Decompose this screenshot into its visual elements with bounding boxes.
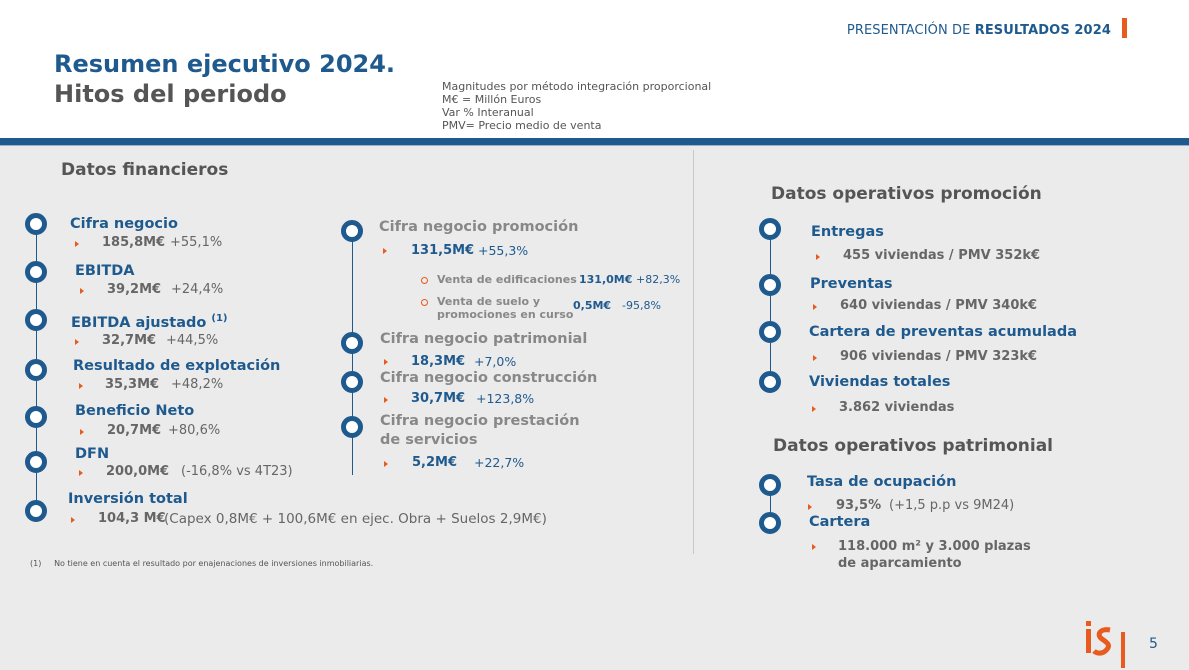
timeline-dot (341, 416, 363, 438)
subitem-value: 0,5M€ (573, 299, 612, 312)
timeline-dot (341, 332, 363, 354)
bullet-arrow-icon (383, 248, 387, 254)
bullet-arrow-icon (71, 517, 75, 523)
item-variation: +48,2% (171, 377, 224, 392)
presentation-label: PRESENTACIÓN DE RESULTADOS 2024 (846, 23, 1111, 38)
item-variation: +123,8% (476, 391, 535, 406)
item-label-cartera-preventas: Cartera de preventas acumulada (809, 324, 1078, 340)
item-value: 3.862 viviendas (839, 400, 955, 415)
item-label-ebitda: EBITDA (75, 263, 135, 279)
subitem-variation: +82,3% (636, 273, 681, 286)
page-number: 5 (1149, 636, 1158, 652)
bullet-arrow-icon (812, 406, 816, 412)
sub-bullet-circle-icon (421, 277, 428, 284)
item-value: 118.000 m² y 3.000 plazas de aparcamiento (838, 539, 1031, 571)
item-value: 18,3M€ (411, 354, 466, 369)
timeline-dot (25, 359, 47, 381)
item-label-dfn: DFN (75, 446, 110, 462)
timeline-dot (759, 274, 781, 296)
timeline-dot (759, 321, 781, 343)
bullet-arrow-icon (80, 288, 84, 294)
timeline-dot (25, 406, 47, 428)
item-value: 131,5M€ (411, 243, 475, 258)
item-variation: +7,0% (474, 354, 517, 369)
item-value: 35,3M€ (105, 377, 160, 392)
item-value: 39,2M€ (107, 282, 162, 297)
item-label-inversion-total: Inversión total (68, 491, 188, 507)
timeline-dot (759, 512, 781, 534)
item-variation: +55,1% (170, 235, 223, 250)
header-divider-thin (0, 145, 1189, 146)
page-title: Resumen ejecutivo 2024. (54, 50, 396, 78)
page-subtitle: Hitos del periodo (54, 80, 287, 108)
bullet-arrow-icon (75, 241, 79, 247)
subitem-variation: -95,8% (622, 299, 661, 312)
bullet-arrow-icon (816, 254, 820, 260)
bullet-arrow-icon (384, 397, 388, 403)
item-label-cifra-construccion: Cifra negocio construcción (380, 370, 598, 386)
bullet-arrow-icon (808, 504, 812, 510)
item-label-preventas: Preventas (810, 276, 893, 292)
item-value: 93,5% (836, 498, 882, 513)
footnote: (1) No tiene en cuenta el resultado por enajenaciones de inversiones inmobiliarias. (30, 559, 374, 568)
item-label-ebitda-ajustado: EBITDA ajustado $^{(1)}$ (71, 313, 228, 331)
item-value: 906 viviendas / PMV 323k€ (840, 349, 1038, 364)
timeline-line-promocion (770, 230, 771, 384)
item-value: 455 viviendas / PMV 352k€ (843, 248, 1041, 263)
bullet-arrow-icon (813, 304, 817, 310)
timeline-dot (341, 220, 363, 242)
presentation-accent-bar (1122, 18, 1127, 38)
bullet-arrow-icon (384, 359, 388, 365)
subitem-label: Venta de edificaciones (437, 273, 577, 286)
timeline-dot (341, 371, 363, 393)
section-title-promocion: Datos operativos promoción (771, 184, 1042, 204)
item-label-tasa-ocupacion: Tasa de ocupación (807, 474, 957, 490)
subitem-label: Venta de suelo y promociones en curso (437, 295, 574, 321)
item-value: 185,8M€ (102, 235, 166, 250)
column-divider (693, 150, 694, 554)
bullet-arrow-icon (75, 339, 79, 345)
item-label-viviendas-totales: Viviendas totales (809, 374, 951, 390)
section-title-financieros: Datos financieros (61, 160, 229, 180)
item-value: 32,7M€ (102, 333, 157, 348)
timeline-dot (25, 451, 47, 473)
item-variation: +80,6% (168, 423, 221, 438)
item-variation: (Capex 0,8M€ + 100,6M€ en ejec. Obra + Suelos 2,9M€) (164, 511, 547, 527)
item-label-beneficio-neto: Beneficio Neto (75, 403, 195, 419)
subitem-value: 131,0M€ (579, 273, 633, 286)
note-line: Var % Interanual (442, 106, 534, 119)
item-variation: +55,3% (478, 243, 529, 258)
item-value: 5,2M€ (412, 455, 458, 470)
item-variation: +24,4% (171, 282, 224, 297)
bullet-arrow-icon (79, 470, 83, 476)
bullet-arrow-icon (813, 355, 817, 361)
item-value: 640 viviendas / PMV 340k€ (840, 298, 1038, 313)
timeline-dot (759, 371, 781, 393)
timeline-dot (25, 261, 47, 283)
timeline-dot (25, 500, 47, 522)
timeline-dot (25, 309, 47, 331)
bullet-arrow-icon (812, 544, 816, 550)
item-label-cifra-servicios: Cifra negocio prestación de servicios (380, 413, 580, 448)
item-value: 200,0M€ (106, 464, 170, 479)
note-line: PMV= Precio medio de venta (442, 119, 602, 132)
item-label-cifra-patrimonial: Cifra negocio patrimonial (380, 331, 588, 347)
note-line: M€ = Millón Euros (442, 93, 542, 106)
timeline-dot (759, 474, 781, 496)
bullet-arrow-icon (80, 429, 84, 435)
item-variation: (-16,8% vs 4T23) (181, 464, 293, 479)
bullet-arrow-icon (79, 383, 83, 389)
notes-block (442, 80, 711, 132)
item-variation: +22,7% (474, 455, 525, 470)
isc-logo-icon (1082, 618, 1132, 668)
item-value: 104,3 M€ (98, 511, 166, 526)
header-divider (0, 138, 1189, 145)
timeline-dot (25, 213, 47, 235)
item-label-entregas: Entregas (811, 224, 884, 240)
item-variation: +44,5% (166, 333, 219, 348)
item-label-cartera: Cartera (809, 514, 871, 530)
sub-bullet-circle-icon (421, 299, 428, 306)
item-label-cifra-negocio: Cifra negocio (70, 216, 178, 232)
item-label-cifra-promocion: Cifra negocio promoción (379, 219, 579, 235)
item-variation: (+1,5 p.p vs 9M24) (889, 498, 1015, 513)
timeline-dot (759, 218, 781, 240)
item-value: 30,7M€ (411, 391, 466, 406)
item-value: 20,7M€ (107, 423, 162, 438)
item-label-resultado-explotacion: Resultado de explotación (73, 358, 281, 374)
section-title-patrimonial: Datos operativos patrimonial (773, 436, 1054, 456)
note-line: Magnitudes por método integración proporcional (442, 80, 712, 93)
bullet-arrow-icon (384, 461, 388, 467)
